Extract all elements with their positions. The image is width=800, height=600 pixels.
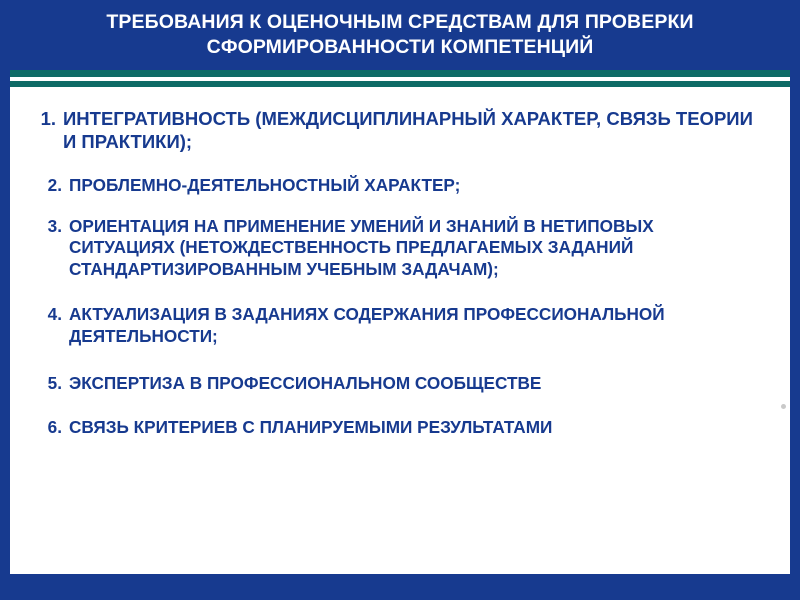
list-item-text: ЭКСПЕРТИЗА В ПРОФЕССИОНАЛЬНОМ СООБЩЕСТВЕ (69, 373, 542, 393)
list-item (22, 304, 764, 347)
left-accent-stripe (0, 0, 10, 600)
teal-divider-top (10, 70, 790, 77)
edge-marker-dot (781, 404, 786, 409)
list-item-number: 5. (47, 373, 62, 393)
list-item (22, 216, 764, 281)
list-item (22, 107, 764, 153)
list-item-number: 2. (47, 175, 62, 195)
list-item-number: 4. (47, 304, 62, 324)
list-item-text: ПРОБЛЕМНО-ДЕЯТЕЛЬНОСТНЫЙ ХАРАКТЕР; (69, 175, 461, 195)
list-item-number: 6. (47, 416, 62, 437)
list-item (22, 417, 764, 439)
title-band (0, 0, 800, 70)
list-item-text: ИНТЕГРАТИВНОСТЬ (МЕЖДИСЦИПЛИНАРНЫЙ ХАРАКТЕР, СВЯЗЬ ТЕОРИИ И ПРАКТИКИ); (63, 108, 753, 152)
list-item (22, 175, 764, 197)
bottom-accent-band (0, 574, 800, 600)
list-item-text: АКТУАЛИЗАЦИЯ В ЗАДАНИЯХ СОДЕРЖАНИЯ ПРОФЕССИОНАЛЬНОЙ ДЕЯТЕЛЬНОСТИ; (69, 304, 665, 346)
page-title: ТРЕБОВАНИЯ К ОЦЕНОЧНЫМ СРЕДСТВАМ ДЛЯ ПРОВЕРКИ СФОРМИРОВАННОСТИ КОМПЕТЕНЦИЙ (106, 11, 694, 58)
list-item-number: 3. (47, 215, 62, 236)
list-item-text: ОРИЕНТАЦИЯ НА ПРИМЕНЕНИЕ УМЕНИЙ И ЗНАНИЙ В НЕТИПОВЫХ СИТУАЦИЯХ (НЕТОЖДЕСТВЕННОСТЬ ПРЕДЛАГАЕМЫХ ЗАДАНИЙ СТАНДАРТИЗИРОВАННЫМ УЧЕБНЫМ ЗАДАЧАМ); (69, 215, 654, 279)
right-accent-stripe (790, 0, 800, 600)
list-item-number: 1. (40, 108, 56, 129)
list-item (22, 373, 764, 395)
requirements-list (10, 87, 790, 574)
list-item-text: СВЯЗЬ КРИТЕРИЕВ С ПЛАНИРУЕМЫМИ РЕЗУЛЬТАТАМИ (69, 416, 553, 437)
